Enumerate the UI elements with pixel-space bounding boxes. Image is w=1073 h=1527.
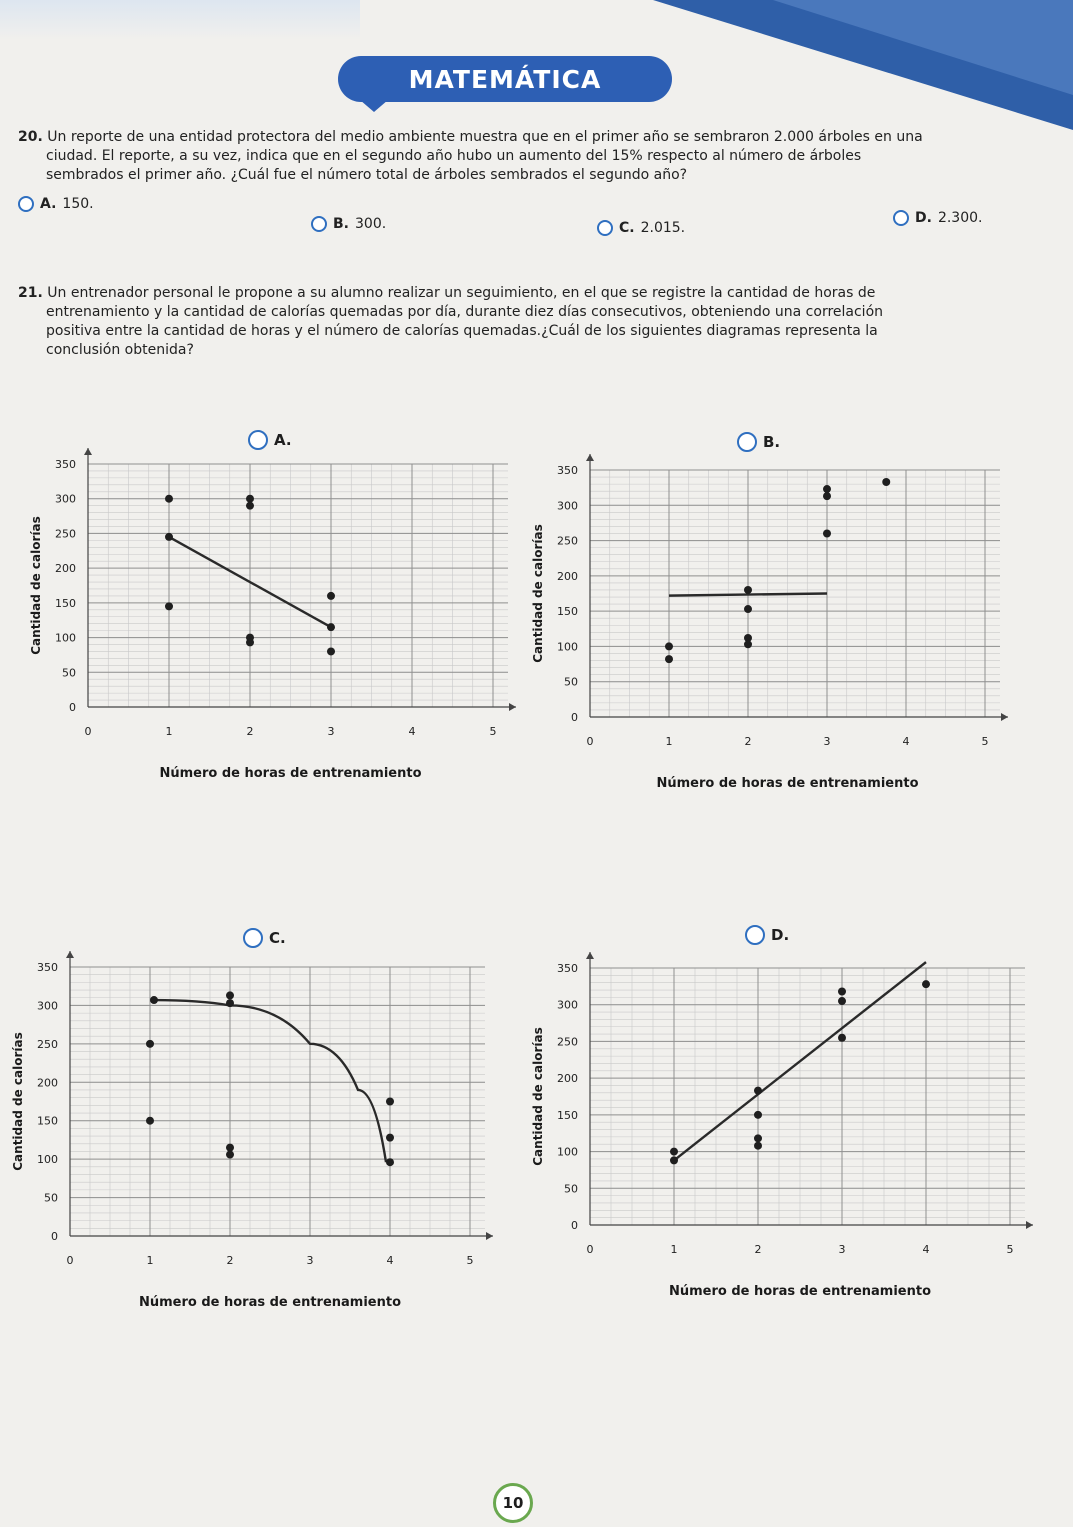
q21-option-a[interactable]: A. bbox=[248, 430, 292, 450]
chart-b-x-tick-label: 1 bbox=[665, 735, 673, 748]
chart-b-point bbox=[744, 640, 752, 648]
chart-a-point bbox=[246, 638, 254, 646]
chart-b-x-tick-label: 5 bbox=[981, 735, 989, 748]
chart-b-point bbox=[744, 586, 752, 594]
chart-a-y-tick-label: 0 bbox=[69, 701, 76, 714]
question-21-line-1: 21. Un entrenador personal le propone a su alumno realizar un seguimiento, en el que se registre la cantidad de horas de bbox=[18, 285, 876, 301]
chart-c-y-axis-label: Cantidad de calorías bbox=[11, 1032, 25, 1171]
chart-b-point bbox=[665, 642, 673, 650]
chart-c-y-tick-label: 300 bbox=[37, 999, 58, 1013]
q21-option-c-bubble[interactable] bbox=[243, 928, 263, 948]
chart-a-trend-line bbox=[169, 537, 331, 627]
q20-option-c[interactable]: C. 2.015. bbox=[597, 220, 685, 236]
chart-a-y-tick-label: 50 bbox=[62, 666, 76, 680]
question-21-line-4: conclusión obtenida? bbox=[46, 342, 194, 358]
chart-a-y-tick-label: 350 bbox=[55, 458, 76, 471]
chart-d-x-tick-label: 0 bbox=[586, 1243, 594, 1256]
chart-d-y-tick-label: 50 bbox=[564, 1182, 578, 1196]
chart-b-y-tick-label: 300 bbox=[557, 499, 578, 513]
chart-c-y-axis-arrow bbox=[66, 951, 74, 958]
chart-a-y-tick-label: 200 bbox=[55, 562, 76, 576]
chart-d-point bbox=[754, 1142, 762, 1150]
chart-c-point bbox=[146, 1117, 154, 1125]
chart-d-x-axis-label: Número de horas de entrenamiento bbox=[668, 1284, 932, 1299]
chart-a-y-axis-label: Cantidad de calorías bbox=[29, 516, 43, 655]
chart-d-y-tick-label: 100 bbox=[557, 1145, 578, 1159]
question-20 bbox=[18, 128, 998, 185]
q20-option-a[interactable]: A. 150. bbox=[18, 196, 94, 212]
title-tab-notch bbox=[360, 100, 388, 112]
page-number: 10 bbox=[493, 1483, 533, 1523]
chart-d-point bbox=[838, 1034, 846, 1042]
chart-b-y-tick-label: 100 bbox=[557, 640, 578, 654]
chart-b-point bbox=[744, 634, 752, 642]
subject-title: MATEMÁTICA bbox=[338, 56, 672, 102]
chart-b-y-tick-label: 200 bbox=[557, 569, 578, 583]
chart-a-x-tick-label: 3 bbox=[327, 725, 335, 738]
chart-d-y-tick-label: 200 bbox=[557, 1072, 578, 1086]
chart-b-y-tick-label: 250 bbox=[557, 534, 578, 548]
q20-option-d-bubble[interactable] bbox=[893, 210, 909, 226]
chart-a-point bbox=[165, 602, 173, 610]
chart-d-x-tick-label: 5 bbox=[1006, 1243, 1014, 1256]
q21-option-b[interactable]: B. bbox=[737, 432, 780, 452]
chart-c-x-tick-label: 3 bbox=[306, 1254, 314, 1267]
chart-a-x-tick-label: 2 bbox=[246, 725, 254, 738]
question-20-line-1: 20. Un reporte de una entidad protectora del medio ambiente muestra que en el primer año se sembraron 2.000 árboles en una bbox=[18, 129, 923, 145]
q20-option-b-bubble[interactable] bbox=[311, 216, 327, 232]
chart-c-y-tick-label: 250 bbox=[37, 1037, 58, 1051]
chart-b-x-tick-label: 2 bbox=[744, 735, 752, 748]
chart-c-point bbox=[226, 991, 234, 999]
chart-b-point bbox=[823, 485, 831, 493]
chart-c-x-tick-label: 2 bbox=[226, 1254, 234, 1267]
chart-d-x-tick-label: 2 bbox=[754, 1243, 762, 1256]
chart-b-point bbox=[665, 655, 673, 663]
chart-a-point bbox=[246, 634, 254, 642]
chart-a-point bbox=[327, 623, 335, 631]
chart-d-point bbox=[838, 997, 846, 1005]
chart-b-point bbox=[823, 530, 831, 538]
q21-option-b-bubble[interactable] bbox=[737, 432, 757, 452]
q20-option-b[interactable]: B. 300. bbox=[311, 216, 386, 232]
chart-c-x-tick-label: 1 bbox=[146, 1254, 154, 1267]
chart-c-y-tick-label: 100 bbox=[37, 1153, 58, 1167]
chart-d-point bbox=[922, 980, 930, 988]
chart-d-y-tick-label: 150 bbox=[557, 1108, 578, 1122]
chart-c-y-tick-label: 150 bbox=[37, 1114, 58, 1128]
chart-a-point bbox=[246, 502, 254, 510]
chart-c-y-tick-label: 350 bbox=[37, 961, 58, 974]
chart-b-y-tick-label: 350 bbox=[557, 464, 578, 477]
chart-a-x-axis-label: Número de horas de entrenamiento bbox=[159, 766, 422, 781]
q21-option-c[interactable]: C. bbox=[243, 928, 286, 948]
chart-d-x-tick-label: 1 bbox=[670, 1243, 678, 1256]
chart-b-y-axis-arrow bbox=[586, 454, 594, 461]
chart-d-y-tick-label: 350 bbox=[557, 962, 578, 975]
page-corner-decoration-right-inner bbox=[773, 0, 1073, 95]
chart-a-y-axis-arrow bbox=[84, 448, 92, 455]
chart-a-x-axis-arrow bbox=[509, 703, 516, 711]
chart-d-y-tick-label: 250 bbox=[557, 1035, 578, 1049]
chart-d-point bbox=[754, 1111, 762, 1119]
chart-b-trend-line bbox=[669, 594, 827, 596]
chart-a-point bbox=[165, 495, 173, 503]
chart-c-point bbox=[386, 1134, 394, 1142]
chart-c-y-tick-label: 200 bbox=[37, 1076, 58, 1090]
chart-a-x-tick-label: 4 bbox=[408, 725, 416, 738]
chart-c-x-tick-label: 4 bbox=[386, 1254, 394, 1267]
chart-c-point bbox=[386, 1158, 394, 1166]
chart-b-point bbox=[823, 492, 831, 500]
chart-a-x-tick-label: 5 bbox=[489, 725, 497, 738]
chart-d-y-axis-label: Cantidad de calorías bbox=[531, 1027, 545, 1166]
question-21-line-3: positiva entre la cantidad de horas y el número de calorías quemadas.¿Cuál de los siguientes diagramas representa la bbox=[46, 323, 878, 339]
chart-d-y-axis-arrow bbox=[586, 952, 594, 959]
chart-b-y-tick-label: 0 bbox=[571, 711, 578, 724]
page-corner-decoration-left bbox=[0, 0, 360, 40]
question-20-line-2: ciudad. El reporte, a su vez, indica que en el segundo año hubo un aumento del 15% respecto al número de árboles bbox=[46, 148, 862, 164]
chart-c-x-axis-label: Número de horas de entrenamiento bbox=[138, 1295, 402, 1310]
chart-d-point bbox=[754, 1087, 762, 1095]
chart-b-x-tick-label: 4 bbox=[902, 735, 910, 748]
chart-a-y-tick-label: 150 bbox=[55, 596, 76, 610]
chart-d-point bbox=[838, 987, 846, 995]
chart-a-y-tick-label: 250 bbox=[55, 527, 76, 541]
chart-d-point bbox=[670, 1156, 678, 1164]
chart-c-y-tick-label: 0 bbox=[51, 1230, 58, 1243]
q21-option-a-bubble[interactable] bbox=[248, 430, 268, 450]
chart-d-point bbox=[670, 1148, 678, 1156]
chart-d-y-tick-label: 0 bbox=[571, 1219, 578, 1232]
chart-c-point bbox=[150, 996, 158, 1004]
chart-a-x-tick-label: 0 bbox=[84, 725, 92, 738]
chart-a-y-tick-label: 100 bbox=[55, 631, 76, 645]
chart-a-y-tick-label: 300 bbox=[55, 492, 76, 506]
chart-c-point bbox=[226, 1151, 234, 1159]
chart-d-trend-line bbox=[674, 962, 926, 1160]
chart-b-point bbox=[882, 478, 890, 486]
q20-option-d[interactable]: D. 2.300. bbox=[893, 210, 982, 226]
chart-c-y-tick-label: 50 bbox=[44, 1191, 58, 1205]
chart-b-y-tick-label: 50 bbox=[564, 675, 578, 689]
chart-d-x-axis-arrow bbox=[1026, 1221, 1033, 1229]
chart-c-point bbox=[226, 1144, 234, 1152]
chart-b-y-axis-label: Cantidad de calorías bbox=[531, 524, 545, 663]
chart-d-y-tick-label: 300 bbox=[557, 998, 578, 1012]
chart-b-x-tick-label: 3 bbox=[823, 735, 831, 748]
chart-b-x-axis-label: Número de horas de entrenamiento bbox=[656, 776, 919, 791]
chart-b-y-tick-label: 150 bbox=[557, 605, 578, 619]
chart-c-x-axis-arrow bbox=[486, 1232, 493, 1240]
chart-a-point bbox=[327, 592, 335, 600]
q21-option-d-bubble[interactable] bbox=[745, 925, 765, 945]
chart-c-point bbox=[226, 999, 234, 1007]
chart-b-x-tick-label: 0 bbox=[586, 735, 594, 748]
chart-a-point bbox=[246, 495, 254, 503]
chart-c-x-tick-label: 5 bbox=[466, 1254, 474, 1267]
chart-a-point bbox=[327, 647, 335, 655]
question-21-line-2: entrenamiento y la cantidad de calorías quemadas por día, durante diez días consecutivos, obteniendo una correlación bbox=[46, 304, 884, 320]
question-21-number: 21. bbox=[18, 285, 43, 301]
question-20-number: 20. bbox=[18, 129, 43, 145]
chart-c-point bbox=[146, 1040, 154, 1048]
q21-option-d[interactable]: D. bbox=[745, 925, 789, 945]
q20-option-c-bubble[interactable] bbox=[597, 220, 613, 236]
chart-d-point bbox=[754, 1134, 762, 1142]
chart-d-x-tick-label: 3 bbox=[838, 1243, 846, 1256]
chart-d-x-tick-label: 4 bbox=[922, 1243, 930, 1256]
chart-b-x-axis-arrow bbox=[1001, 713, 1008, 721]
chart-a-point bbox=[165, 533, 173, 541]
q20-option-a-bubble[interactable] bbox=[18, 196, 34, 212]
chart-c-trend-line bbox=[154, 1000, 386, 1162]
question-21 bbox=[18, 284, 1018, 360]
chart-a-x-tick-label: 1 bbox=[165, 725, 173, 738]
chart-c-point bbox=[386, 1098, 394, 1106]
question-20-line-3: sembrados el primer año. ¿Cuál fue el número total de árboles sembrados el segundo año? bbox=[46, 167, 688, 183]
chart-b-point bbox=[744, 605, 752, 613]
chart-c-x-tick-label: 0 bbox=[66, 1254, 74, 1267]
